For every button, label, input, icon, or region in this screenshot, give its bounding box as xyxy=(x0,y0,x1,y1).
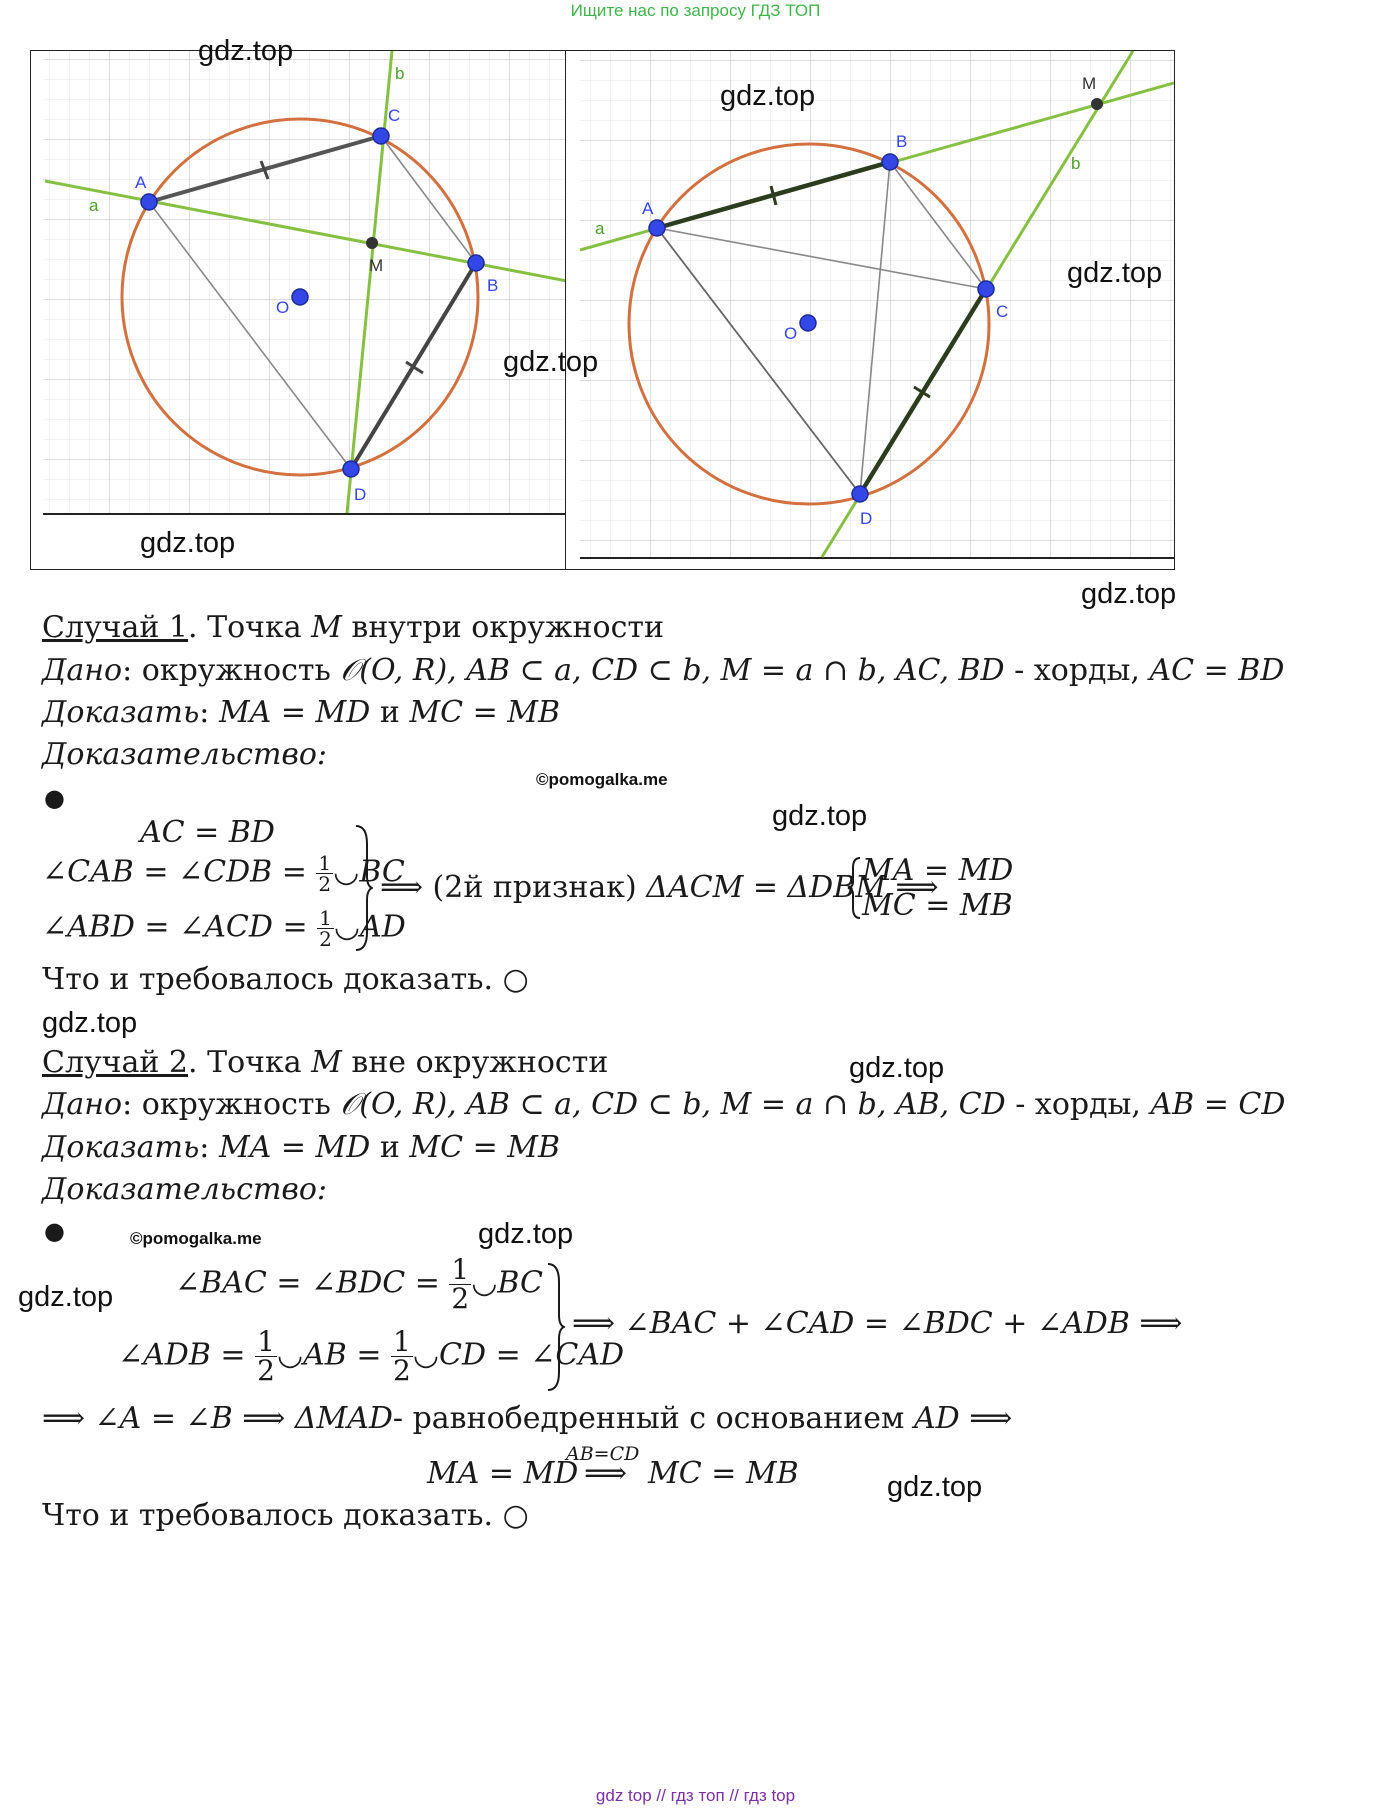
case1-title: Случай 1. Точка M внутри окружности xyxy=(42,610,665,645)
footer-links[interactable]: gdz top // гдз топ // гдз top xyxy=(595,1786,796,1805)
case2-bullet: ● xyxy=(44,1217,65,1245)
case2-line4-over: AB=CD xyxy=(566,1443,640,1465)
watermark: gdz.top xyxy=(1081,578,1177,610)
watermark: gdz.top xyxy=(198,35,294,67)
figure1-svg xyxy=(31,51,567,569)
watermark: gdz.top xyxy=(478,1218,574,1250)
label-C: C xyxy=(388,106,401,125)
case2-line4-arrow: ⟹ xyxy=(584,1456,628,1491)
case1-res2: MC = MB xyxy=(862,888,1013,923)
watermark: gdz.top xyxy=(1067,257,1163,289)
brace-right-1 xyxy=(353,824,373,952)
case1-given: Дано: окружность 𝒪(O, R), AB ⊂ a, CD ⊂ b, M = a ∩ b, AC, BD - хорды, AC = BD xyxy=(42,653,1285,688)
point-d xyxy=(343,461,359,477)
figure-case1 xyxy=(30,50,568,570)
point-o xyxy=(292,289,308,305)
label-M: M xyxy=(369,256,384,275)
case2-qed: Что и требовалось доказать. ○ xyxy=(42,1498,529,1533)
point-a xyxy=(141,194,157,210)
watermark: gdz.top xyxy=(887,1471,983,1503)
label-a2-line: a xyxy=(595,219,605,238)
case1-res1: MA = MD xyxy=(862,853,1014,888)
watermark: gdz.top xyxy=(849,1052,945,1084)
label-b-line: b xyxy=(395,64,405,83)
case1-eq1: AC = BD xyxy=(140,815,275,850)
point-m2 xyxy=(1091,98,1103,110)
brace-left-1 xyxy=(846,856,862,920)
case1-eq2: ∠CAB = ∠CDB = $\frac{1}{2}$ ◡BC xyxy=(42,851,405,896)
case1-bullet: ● xyxy=(44,784,65,812)
label-O2: O xyxy=(784,324,798,343)
point-o2 xyxy=(800,315,816,331)
case1-eq3: ∠ABD = ∠ACD = $\frac{1}{2}$ ◡AD xyxy=(42,906,406,951)
point-b2 xyxy=(882,154,898,170)
label-O: O xyxy=(276,298,290,317)
figure2-svg xyxy=(566,51,1174,569)
case2-prove: Доказать: MA = MD и MC = MB xyxy=(42,1130,561,1165)
point-m xyxy=(366,237,378,249)
label-a-line: a xyxy=(89,196,99,215)
case2-line4-left: MA = MD xyxy=(427,1456,579,1491)
top-banner[interactable]: Ищите нас по запросу ГДЗ ТОП xyxy=(570,1,821,20)
case2-eq1: ∠BAC = ∠BDC = $\frac{1}{2}$ ◡BC xyxy=(175,1253,543,1315)
watermark: gdz.top xyxy=(772,800,868,832)
label-b2-line: b xyxy=(1071,154,1081,173)
watermark: gdz.top xyxy=(42,1007,138,1039)
label-B2: B xyxy=(896,132,908,151)
case2-implies: ⟹ ∠BAC + ∠CAD = ∠BDC + ∠ADB ⟹ xyxy=(572,1306,1183,1341)
label-A: A xyxy=(135,173,147,192)
label-M2: M xyxy=(1082,74,1097,93)
watermark: gdz.top xyxy=(720,80,816,112)
watermark: gdz.top xyxy=(18,1281,114,1313)
point-b xyxy=(468,255,484,271)
point-d2 xyxy=(852,486,868,502)
watermark: gdz.top xyxy=(140,527,236,559)
point-c2 xyxy=(978,281,994,297)
label-A2: A xyxy=(642,199,654,218)
watermark-pomogalka: ©pomogalka.me xyxy=(130,1229,262,1248)
label-B: B xyxy=(487,276,499,295)
case1-proof-label: Доказательство: xyxy=(42,737,328,772)
case1-qed: Что и требовалось доказать. ○ xyxy=(42,962,529,997)
case2-line4-right: MC = MB xyxy=(648,1456,799,1491)
case2-eq2: ∠ADB = $\frac{1}{2}$ ◡AB = $\frac{1}{2}$ ◡CD = ∠CAD xyxy=(118,1325,625,1387)
case2-given: Дано: окружность 𝒪(O, R), AB ⊂ a, CD ⊂ b, M = a ∩ b, AB, CD - хорды, AB = CD xyxy=(42,1087,1286,1122)
brace-right-2 xyxy=(545,1262,565,1392)
point-c xyxy=(373,128,389,144)
label-C2: C xyxy=(996,302,1009,321)
case2-proof-label: Доказательство: xyxy=(42,1172,328,1207)
point-a2 xyxy=(649,220,665,236)
case1-prove: Доказать: MA = MD и MC = MB xyxy=(42,695,561,730)
watermark: gdz.top xyxy=(503,346,599,378)
case1-implies: ⟹ (2й признак) ΔACM = ΔDBM ⟹ xyxy=(380,870,939,905)
case2-title: Случай 2. Точка M вне окружности xyxy=(42,1045,609,1080)
case2-line3: ⟹ ∠A = ∠B ⟹ ΔMAD- равнобедренный с основанием AD ⟹ xyxy=(42,1401,1013,1436)
watermark-pomogalka: ©pomogalka.me xyxy=(536,770,668,789)
label-D: D xyxy=(354,485,367,504)
label-D2: D xyxy=(860,509,873,528)
figure-case2 xyxy=(565,50,1175,570)
